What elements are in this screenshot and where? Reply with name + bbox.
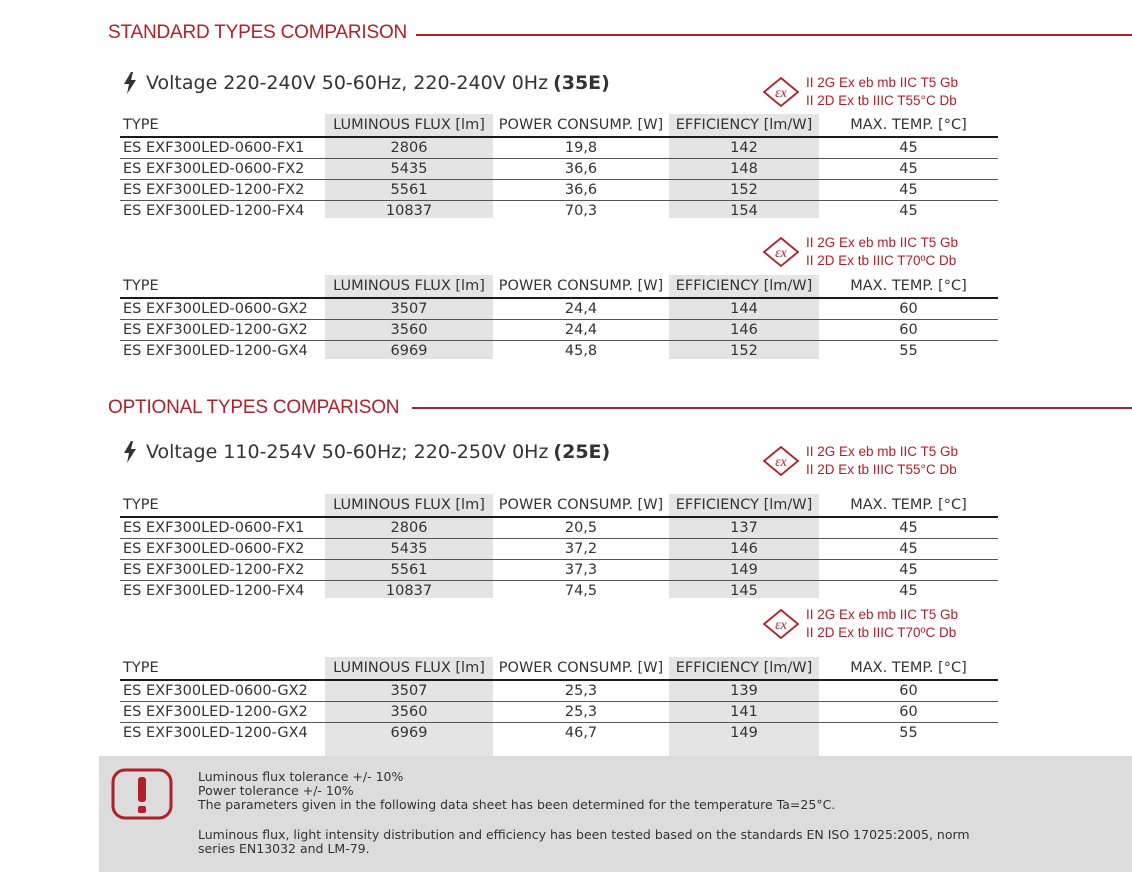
cell: ES EXF300LED-0600-FX1 [123, 140, 305, 156]
table-row [120, 159, 998, 180]
section-rule [412, 407, 1132, 409]
cell: ES EXF300LED-1200-GX2 [123, 322, 308, 338]
cell: ES EXF300LED-0600-FX2 [123, 541, 305, 557]
voltage-text: Voltage 220-240V 50-60Hz, 220-240V 0Hz [146, 72, 549, 94]
ex-line: II 2D Ex tb IIIC T70ºC Db [806, 253, 957, 268]
section-rule [416, 34, 1132, 36]
ex-line: II 2D Ex tb IIIC T55°C Db [806, 93, 957, 108]
note-line: The parameters given in the following data sheet has been determined for the temperature Ta=25°C. [198, 797, 836, 812]
cell: 149 [730, 562, 758, 578]
svg-text:εx: εx [775, 246, 787, 261]
cell: 45 [899, 583, 918, 599]
header-cell: LUMINOUS FLUX [lm] [333, 660, 485, 676]
ex-explosion-proof-icon [762, 445, 800, 477]
header-cell: LUMINOUS FLUX [lm] [333, 278, 485, 294]
cell: 45 [899, 161, 918, 177]
table-row [120, 560, 998, 581]
lightning-bolt-icon [122, 441, 138, 463]
cell: 45,8 [564, 343, 598, 359]
table-row [120, 138, 998, 159]
cell: 142 [730, 140, 758, 156]
cell: 60 [899, 704, 918, 720]
cell: 45 [899, 562, 918, 578]
header-cell: TYPE [123, 660, 159, 676]
table-row [120, 723, 998, 743]
cell: 148 [730, 161, 758, 177]
cell: 46,7 [564, 725, 598, 741]
header-cell: EFFICIENCY [lm/W] [675, 278, 813, 294]
header-cell: EFFICIENCY [lm/W] [675, 660, 813, 676]
cell: 24,4 [564, 322, 598, 338]
note-line: Power tolerance +/- 10% [198, 783, 354, 798]
cell: 3560 [390, 704, 428, 720]
cell: 74,5 [564, 583, 598, 599]
cell: 139 [730, 683, 758, 699]
cell: 10837 [385, 583, 433, 599]
cell: 3507 [390, 301, 428, 317]
cell: ES EXF300LED-0600-FX1 [123, 520, 305, 536]
ex-line: II 2G Ex eb mb IIC T5 Gb [806, 235, 959, 250]
header-cell: MAX. TEMP. [°C] [850, 660, 967, 676]
cell: 25,3 [564, 704, 598, 720]
ex-line: II 2G Ex eb mb IIC T5 Gb [806, 444, 959, 459]
cell: 145 [730, 583, 758, 599]
ex-explosion-proof-icon [762, 76, 800, 108]
cell: 141 [730, 704, 758, 720]
comparison-table [120, 657, 998, 743]
ex-marking [762, 74, 958, 110]
header-cell: LUMINOUS FLUX [lm] [333, 117, 485, 133]
table-row [120, 702, 998, 723]
header-cell: LUMINOUS FLUX [lm] [333, 497, 485, 513]
header-cell: TYPE [123, 497, 159, 513]
cell: 60 [899, 683, 918, 699]
cell: 60 [899, 301, 918, 317]
cell: 146 [730, 322, 758, 338]
notes-text [198, 770, 970, 856]
cell: 5561 [390, 182, 428, 198]
cell: 70,3 [564, 203, 598, 219]
cell: ES EXF300LED-0600-FX2 [123, 161, 305, 177]
ex-line: II 2G Ex eb mb IIC T5 Gb [806, 75, 959, 90]
table-header [120, 275, 998, 299]
warning-exclamation-icon [111, 768, 173, 820]
svg-text:εx: εx [775, 455, 787, 470]
header-cell: MAX. TEMP. [°C] [850, 497, 967, 513]
cell: ES EXF300LED-1200-FX2 [123, 562, 305, 578]
ex-line: II 2D Ex tb IIIC T70ºC Db [806, 625, 957, 640]
table-row [120, 299, 998, 320]
table-header [120, 657, 998, 681]
table-row [120, 539, 998, 560]
comparison-table [120, 494, 998, 601]
cell: ES EXF300LED-1200-FX2 [123, 182, 305, 198]
cell: 6969 [390, 725, 428, 741]
table-row [120, 320, 998, 341]
cell: ES EXF300LED-1200-FX4 [123, 583, 305, 599]
note-line: Luminous flux tolerance +/- 10% [198, 769, 404, 784]
cell: 36,6 [564, 161, 598, 177]
ex-marking [762, 443, 958, 479]
header-cell: MAX. TEMP. [°C] [850, 117, 967, 133]
cell: 2806 [390, 140, 428, 156]
ex-explosion-proof-icon [762, 236, 800, 268]
voltage-line [122, 441, 610, 463]
cell: ES EXF300LED-1200-GX2 [123, 704, 308, 720]
svg-text:εx: εx [775, 618, 787, 633]
cell: 149 [730, 725, 758, 741]
voltage-code: (35E) [553, 72, 610, 94]
cell: 45 [899, 182, 918, 198]
cell: 3507 [390, 683, 428, 699]
voltage-code: (25E) [553, 441, 611, 463]
cell: 5435 [390, 541, 428, 557]
cell: ES EXF300LED-0600-GX2 [123, 683, 308, 699]
comparison-table [120, 275, 998, 361]
cell: 20,5 [564, 520, 598, 536]
table-row [120, 180, 998, 201]
notes-panel [99, 756, 1132, 872]
lightning-bolt-icon [122, 72, 138, 94]
header-cell: TYPE [123, 278, 159, 294]
cell: 10837 [385, 203, 433, 219]
cell: ES EXF300LED-0600-GX2 [123, 301, 308, 317]
cell: 37,3 [564, 562, 598, 578]
section-title: STANDARD TYPES COMPARISON [108, 22, 408, 43]
cell: 152 [730, 182, 758, 198]
table-row [120, 681, 998, 702]
header-cell: POWER CONSUMP. [W] [498, 497, 664, 513]
cell: ES EXF300LED-1200-FX4 [123, 203, 305, 219]
cell: 45 [899, 203, 918, 219]
cell: 2806 [390, 520, 428, 536]
header-cell: POWER CONSUMP. [W] [498, 660, 664, 676]
ex-marking [762, 606, 958, 642]
cell: 36,6 [564, 182, 598, 198]
table-header [120, 494, 998, 518]
header-cell: POWER CONSUMP. [W] [498, 278, 664, 294]
cell: 37,2 [564, 541, 598, 557]
ex-marking [762, 234, 958, 270]
cell: 55 [899, 725, 918, 741]
cell: 154 [730, 203, 758, 219]
cell: 24,4 [564, 301, 598, 317]
voltage-line [122, 72, 610, 94]
cell: 55 [899, 343, 918, 359]
cell: 19,8 [564, 140, 598, 156]
cell: 5435 [390, 161, 428, 177]
header-cell: TYPE [123, 117, 159, 133]
table-row [120, 341, 998, 361]
cell: 5561 [390, 562, 428, 578]
header-cell: EFFICIENCY [lm/W] [675, 497, 813, 513]
header-cell: POWER CONSUMP. [W] [498, 117, 664, 133]
cell: ES EXF300LED-1200-GX4 [123, 725, 308, 741]
header-cell: EFFICIENCY [lm/W] [675, 117, 813, 133]
section-title: OPTIONAL TYPES COMPARISON [108, 397, 400, 418]
cell: 45 [899, 520, 918, 536]
ex-line: II 2G Ex eb mb IIC T5 Gb [806, 607, 959, 622]
cell: 144 [730, 301, 758, 317]
comparison-table [120, 114, 998, 221]
voltage-text: Voltage 110-254V 50-60Hz; 220-250V 0Hz [146, 441, 549, 463]
cell: 146 [730, 541, 758, 557]
cell: 25,3 [564, 683, 598, 699]
table-row [120, 581, 998, 601]
cell: 6969 [390, 343, 428, 359]
cell: 3560 [390, 322, 428, 338]
cell: 45 [899, 140, 918, 156]
cell: 137 [730, 520, 758, 536]
header-cell: MAX. TEMP. [°C] [850, 278, 967, 294]
table-row [120, 518, 998, 539]
cell: ES EXF300LED-1200-GX4 [123, 343, 308, 359]
note-line: Luminous flux, light intensity distribution and efficiency has been tested based on the standards EN ISO 17025:2005, norm [198, 827, 970, 842]
table-row [120, 201, 998, 221]
cell: 60 [899, 322, 918, 338]
svg-text:εx: εx [775, 86, 787, 101]
cell: 152 [730, 343, 758, 359]
table-header [120, 114, 998, 138]
cell: 45 [899, 541, 918, 557]
ex-explosion-proof-icon [762, 608, 800, 640]
ex-line: II 2D Ex tb IIIC T55°C Db [806, 462, 957, 477]
note-line: series EN13032 and LM-79. [198, 841, 370, 856]
